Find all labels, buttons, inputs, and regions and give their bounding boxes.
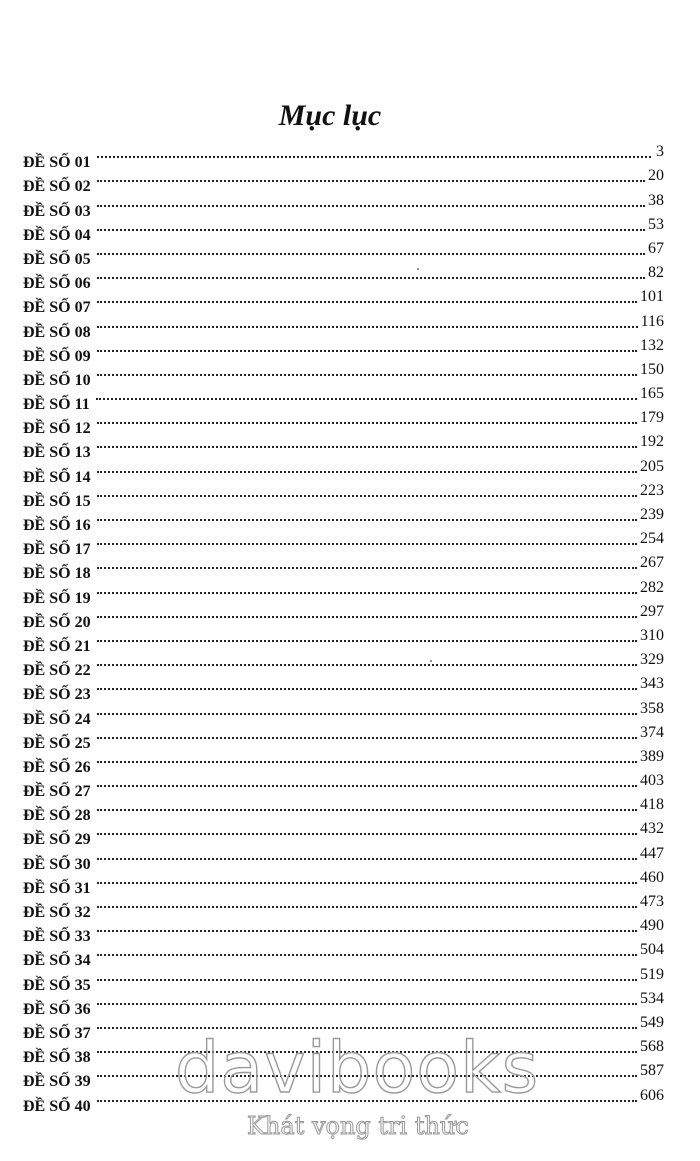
toc-entry-page-number: 490 xyxy=(640,917,664,935)
toc-entry-page-number: 403 xyxy=(640,772,664,790)
dot-leader xyxy=(97,858,637,860)
toc-entry[interactable] xyxy=(23,917,664,946)
toc-entry[interactable] xyxy=(23,530,664,559)
dot-leader xyxy=(97,833,637,835)
dot-leader xyxy=(97,1027,637,1029)
toc-entry-label: ĐỀ SỐ 35 xyxy=(23,976,91,994)
toc-entry[interactable] xyxy=(23,457,664,486)
toc-entry[interactable] xyxy=(23,1013,664,1042)
dot-leader xyxy=(97,809,637,811)
toc-entry[interactable] xyxy=(23,336,664,365)
dot-leader xyxy=(97,301,637,303)
page-title: Mục lục xyxy=(278,99,382,132)
dot-leader xyxy=(97,664,637,666)
dot-leader xyxy=(97,713,637,715)
dot-leader xyxy=(97,326,638,328)
watermark-logo: davibooks xyxy=(174,1027,540,1109)
toc-entry-label: ĐỀ SỐ 01 xyxy=(23,154,91,172)
dot-leader xyxy=(97,1051,637,1053)
toc-entry[interactable] xyxy=(23,312,664,341)
dot-leader xyxy=(97,930,637,932)
toc-entry-label: ĐỀ SỐ 05 xyxy=(23,250,91,268)
toc-entry-label: ĐỀ SỐ 13 xyxy=(23,444,91,462)
toc-entry-label: ĐỀ SỐ 24 xyxy=(23,710,91,728)
toc-entry-label: ĐỀ SỐ 06 xyxy=(23,275,91,293)
toc-entry[interactable] xyxy=(23,820,664,849)
toc-entry[interactable] xyxy=(23,965,664,994)
dot-leader xyxy=(97,567,637,569)
toc-entry[interactable] xyxy=(23,941,664,970)
dot-leader xyxy=(97,979,637,981)
toc-entry[interactable] xyxy=(23,360,664,389)
toc-entry[interactable] xyxy=(23,626,664,655)
toc-entry-label: ĐỀ SỐ 27 xyxy=(23,783,91,801)
toc-entry-page-number: 587 xyxy=(640,1062,664,1080)
toc-entry[interactable] xyxy=(23,747,664,776)
toc-entry-label: ĐỀ SỐ 23 xyxy=(23,686,91,704)
toc-entry-page-number: 447 xyxy=(640,844,664,862)
toc-entry-label: ĐỀ SỐ 33 xyxy=(23,928,91,946)
toc-entry-page-number: 549 xyxy=(640,1013,664,1031)
scan-speck xyxy=(417,268,419,270)
toc-entry-label: ĐỀ SỐ 07 xyxy=(23,299,91,317)
toc-entry-page-number: 473 xyxy=(640,893,664,910)
toc-entry-label: ĐỀ SỐ 12 xyxy=(23,420,91,438)
toc-entry-page-number: 432 xyxy=(640,820,664,838)
toc-entry-label: ĐỀ SỐ 08 xyxy=(23,323,91,341)
toc-entry[interactable] xyxy=(23,895,664,919)
toc-entry-page-number: 38 xyxy=(648,191,664,209)
toc-entry-page-number: 192 xyxy=(640,433,664,451)
toc-entry-label: ĐỀ SỐ 34 xyxy=(23,952,91,970)
toc-entry-label: ĐỀ SỐ 22 xyxy=(23,662,91,680)
toc-entry-label: ĐỀ SỐ 21 xyxy=(23,637,91,655)
toc-entry[interactable] xyxy=(23,675,664,704)
toc-entry[interactable] xyxy=(23,167,664,196)
dot-leader xyxy=(97,737,637,739)
toc-entry-label: ĐỀ SỐ 11 xyxy=(23,396,90,414)
toc-entry-label: ĐỀ SỐ 14 xyxy=(23,468,91,486)
toc-entry-page-number: 418 xyxy=(640,796,664,814)
toc-entry[interactable] xyxy=(23,723,664,752)
toc-entry[interactable] xyxy=(23,264,664,293)
dot-leader xyxy=(97,180,645,182)
toc-entry-page-number: 568 xyxy=(640,1038,664,1056)
toc-entry-label: ĐỀ SỐ 25 xyxy=(23,734,91,752)
toc-entry-label: ĐỀ SỐ 31 xyxy=(23,879,91,897)
toc-entry-page-number: 534 xyxy=(640,989,664,1007)
toc-entry-page-number: 606 xyxy=(640,1086,664,1104)
toc-entry-page-number: 343 xyxy=(640,675,664,693)
toc-entry-page-number: 150 xyxy=(640,360,664,378)
toc-entry-page-number: 20 xyxy=(648,167,664,185)
dot-leader xyxy=(97,350,637,352)
toc-entry[interactable] xyxy=(23,602,664,631)
dot-leader xyxy=(97,1100,637,1102)
dot-leader xyxy=(97,761,637,763)
toc-entry[interactable] xyxy=(23,844,664,873)
toc-entry[interactable] xyxy=(23,868,664,897)
toc-entry[interactable] xyxy=(23,508,664,532)
toc-entry-label: ĐỀ SỐ 39 xyxy=(23,1073,91,1091)
dot-leader xyxy=(97,229,645,231)
toc-entry-page-number: 297 xyxy=(640,602,664,620)
table-of-contents xyxy=(23,145,664,1113)
toc-entry-page-number: 67 xyxy=(648,239,664,257)
toc-entry-page-number: 239 xyxy=(640,506,664,523)
dot-leader xyxy=(97,592,637,594)
dot-leader xyxy=(97,495,637,497)
toc-entry-label: ĐỀ SỐ 09 xyxy=(23,347,91,365)
dot-leader xyxy=(97,1075,637,1077)
toc-entry[interactable] xyxy=(23,385,664,414)
toc-entry-page-number: 205 xyxy=(640,457,664,475)
toc-entry[interactable] xyxy=(23,651,664,680)
toc-entry[interactable] xyxy=(23,215,664,244)
toc-entry-label: ĐỀ SỐ 02 xyxy=(23,178,91,196)
toc-entry-page-number: 282 xyxy=(640,578,664,596)
dot-leader xyxy=(97,374,637,376)
toc-entry-page-number: 82 xyxy=(648,264,664,282)
toc-entry[interactable] xyxy=(23,433,664,462)
dot-leader xyxy=(97,882,637,884)
dot-leader xyxy=(97,954,637,956)
toc-entry[interactable] xyxy=(23,481,664,510)
toc-entry-page-number: 358 xyxy=(640,699,664,717)
toc-entry-page-number: 3 xyxy=(656,143,664,161)
toc-entry[interactable] xyxy=(23,288,664,317)
toc-entry[interactable] xyxy=(23,191,664,220)
toc-entry-label: ĐỀ SỐ 15 xyxy=(23,492,91,510)
toc-entry-page-number: 374 xyxy=(640,723,664,741)
dot-leader xyxy=(97,906,637,908)
toc-entry-page-number: 165 xyxy=(640,385,664,403)
toc-entry-label: ĐỀ SỐ 38 xyxy=(23,1049,91,1067)
toc-entry[interactable] xyxy=(23,409,664,438)
toc-entry-label: ĐỀ SỐ 20 xyxy=(23,613,91,631)
scan-speck xyxy=(430,660,432,662)
toc-entry-page-number: 389 xyxy=(640,747,664,765)
watermark-tagline: Khát vọng tri thức xyxy=(247,1112,469,1140)
dot-leader xyxy=(97,640,637,642)
dot-leader xyxy=(97,156,651,158)
toc-entry-page-number: 329 xyxy=(640,651,664,669)
toc-entry[interactable] xyxy=(23,239,664,268)
toc-entry-label: ĐỀ SỐ 40 xyxy=(23,1097,91,1115)
toc-entry-page-number: 101 xyxy=(640,288,664,306)
dot-leader xyxy=(97,688,637,690)
toc-entry[interactable] xyxy=(23,772,664,801)
toc-entry-page-number: 223 xyxy=(640,481,664,499)
dot-leader xyxy=(97,253,645,255)
toc-entry[interactable] xyxy=(23,143,664,172)
toc-entry-page-number: 53 xyxy=(648,215,664,233)
toc-entry-label: ĐỀ SỐ 26 xyxy=(23,758,91,776)
dot-leader xyxy=(97,785,637,787)
toc-entry-page-number: 116 xyxy=(640,312,664,330)
dot-leader xyxy=(97,422,637,424)
dot-leader xyxy=(97,205,645,207)
toc-entry-label: ĐỀ SỐ 18 xyxy=(23,565,91,583)
dot-leader xyxy=(97,471,637,473)
toc-entry[interactable] xyxy=(23,1038,664,1067)
toc-entry[interactable] xyxy=(23,578,664,607)
dot-leader xyxy=(96,398,637,400)
dot-leader xyxy=(97,1003,637,1005)
toc-entry-label: ĐỀ SỐ 17 xyxy=(23,541,91,559)
toc-entry[interactable] xyxy=(23,1062,664,1091)
toc-entry[interactable] xyxy=(23,989,664,1018)
dot-leader xyxy=(97,543,637,545)
toc-entry-label: ĐỀ SỐ 16 xyxy=(23,517,91,534)
dot-leader xyxy=(97,446,637,448)
toc-entry-page-number: 132 xyxy=(640,336,664,354)
dot-leader xyxy=(97,616,637,618)
toc-entry-label: ĐỀ SỐ 04 xyxy=(23,226,91,244)
toc-entry-label: ĐỀ SỐ 19 xyxy=(23,589,91,607)
toc-entry[interactable] xyxy=(23,554,664,583)
toc-entry-label: ĐỀ SỐ 32 xyxy=(23,904,91,921)
toc-entry-page-number: 254 xyxy=(640,530,664,548)
toc-entry-label: ĐỀ SỐ 37 xyxy=(23,1024,91,1042)
toc-entry-page-number: 267 xyxy=(640,554,664,572)
toc-entry-page-number: 460 xyxy=(640,868,664,886)
toc-entry[interactable] xyxy=(23,796,664,825)
toc-entry-page-number: 179 xyxy=(640,409,664,427)
toc-entry[interactable] xyxy=(23,699,664,728)
toc-entry-page-number: 310 xyxy=(640,626,664,644)
dot-leader xyxy=(97,519,637,521)
toc-entry-page-number: 519 xyxy=(640,965,664,983)
dot-leader xyxy=(97,277,645,279)
toc-entry[interactable] xyxy=(23,1086,664,1115)
toc-entry-label: ĐỀ SỐ 29 xyxy=(23,831,91,849)
toc-entry-page-number: 504 xyxy=(640,941,664,959)
toc-entry-label: ĐỀ SỐ 30 xyxy=(23,855,91,873)
toc-entry-label: ĐỀ SỐ 28 xyxy=(23,807,91,825)
toc-entry-label: ĐỀ SỐ 10 xyxy=(23,371,91,389)
toc-entry-label: ĐỀ SỐ 36 xyxy=(23,1000,91,1018)
toc-entry-label: ĐỀ SỐ 03 xyxy=(23,202,91,220)
